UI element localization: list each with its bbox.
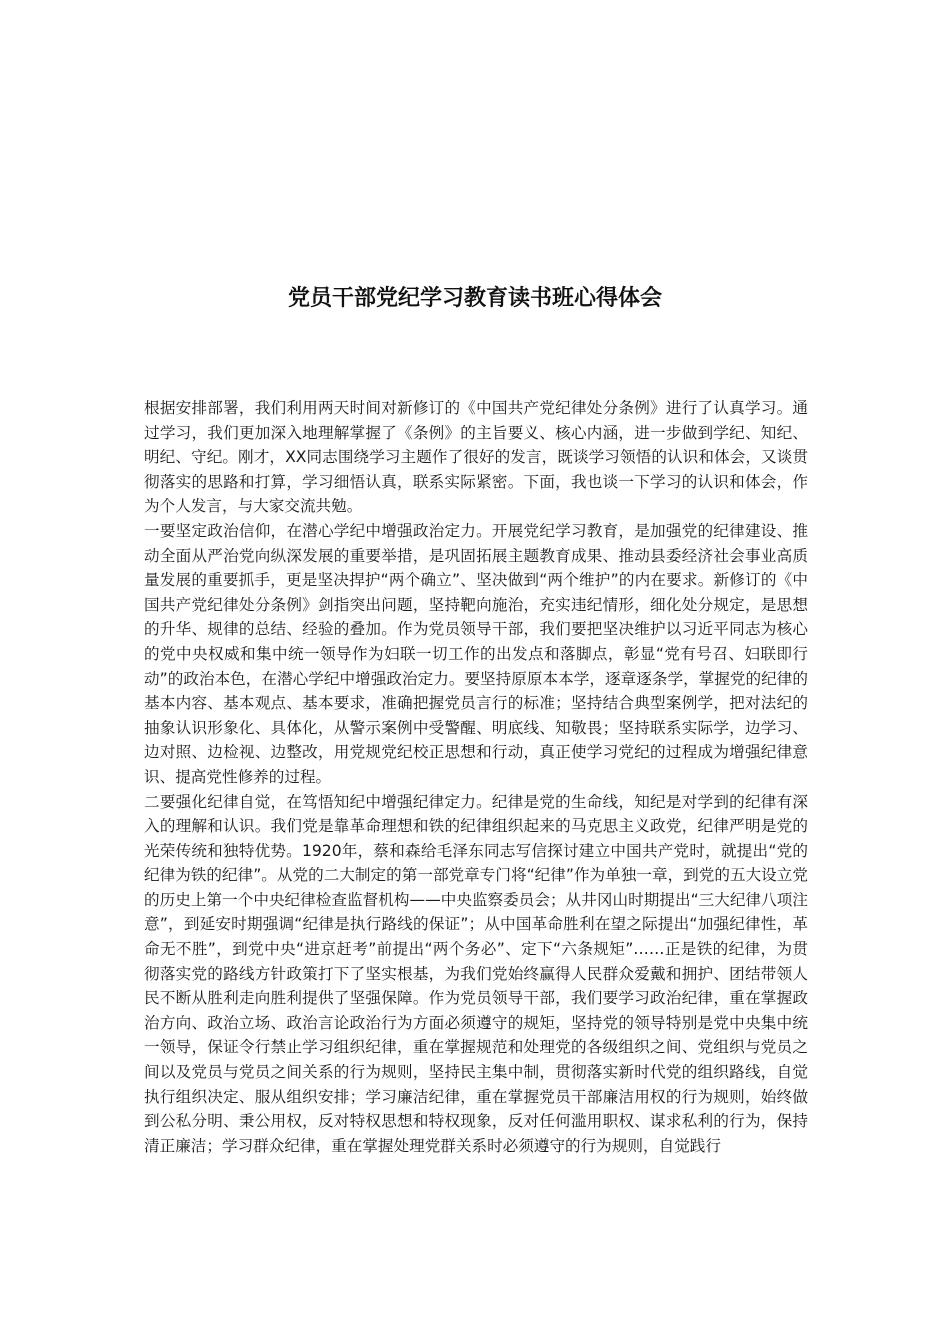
paragraph-political-faith: 一要坚定政治信仰，在潜心学纪中增强政治定力。开展党纪学习教育，是加强党的纪律建设、推动全面从严治党向纵深发展的重要举措，是巩固拓展主题教育成果、推动县委经济社会事业高质量发展的重要抓手，更是坚决捍护“两个确立”、坚决做到“两个维护”的内在要求。新修订的《中国共产党纪律处分条例》剑指突出问题，坚持靶向施治，充实违纪情形，细化处分规定，是思想的升华、规律的总结、经验的叠加。作为党员领导干部，我们要把坚决维护以习近平同志为核心的党中央权威和集中统一领导作为妇联一切工作的出发点和落脚点，彰显“党有号召、妇联即行动”的政治本色，在潜心学纪中增强政治定力。要坚持原原本本学，逐章逐条学，掌握党的纪律的基本内容、基本观点、基本要求，准确把握党员言行的标准；坚持结合典型案例学，把对法纪的抽象认识形象化、具体化，从警示案例中受警醒、明底线、知敬畏；坚持联系实际学，边学习、边对照、边检视、边整改，用党规党纪校正思想和行动，真正使学习党纪的过程成为增强纪律意识、提高党性修养的过程。: [144, 521, 808, 786]
document-body: [144, 396, 808, 1158]
paragraph-intro: 根据安排部署，我们利用两天时间对新修订的《中国共产党纪律处分条例》进行了认真学习。通过学习，我们更加深入地理解掌握了《条例》的主旨要义、核心内涵，进一步做到学纪、知纪、明纪、守纪。刚才，XX同志围绕学习主题作了很好的发言，既谈学习领悟的认识和体会，又谈贯彻落实的思路和打算，学习细悟认真，联系实际紧密。下面，我也谈一下学习的认识和体会，作为个人发言，与大家交流共勉。: [144, 399, 808, 516]
paragraph-discipline-awareness: 二要强化纪律自觉，在笃悟知纪中增强纪律定力。纪律是党的生命线，知纪是对学到的纪律有深入的理解和认识。我们党是靠革命理想和铁的纪律组织起来的马克思主义政党，纪律严明是党的光荣传统和独特优势。1920年，蔡和森给毛泽东同志写信探讨建立中国共产党时，就提出“党的纪律为铁的纪律”。从党的二大制定的第一部党章专门将“纪律”作为单独一章，到党的五大设立党的历史上第一个中央纪律检查监督机构——中央监察委员会；从井冈山时期提出“三大纪律八项注意”，到延安时期强调“纪律是执行路线的保证”；从中国革命胜利在望之际提出“加强纪律性，革命无不胜”，到党中央“进京赶考”前提出“两个务必”、定下“六条规矩”……正是铁的纪律，为贯彻落实党的路线方针政策打下了坚实根基，为我们党始终赢得人民群众爱戴和拥护、团结带领人民不断从胜利走向胜利提供了坚强保障。作为党员领导干部，我们要学习政治纪律，重在掌握政治方向、政治立场、政治言论政治行为方面必须遵守的规矩，坚持党的领导特别是党中央集中统一领导，保证令行禁止学习组织纪律，重在掌握规范和处理党的各级组织之间、党组织与党员之间以及党员与党员之间关系的行为规则，坚持民主集中制，贯彻落实新时代党的组织路线，自觉执行组织决定、服从组织安排；学习廉洁纪律，重在掌握党员干部廉洁用权的行为规则，始终做到公私分明、秉公用权，反对特权思想和特权现象，反对任何滥用职权、谋求私利的行为，保持清正廉洁；学习群众纪律，重在掌握处理党群关系时必须遵守的行为规则，自觉践行: [144, 792, 808, 1155]
document-title: 党员干部党纪学习教育读书班心得体会: [287, 286, 662, 311]
